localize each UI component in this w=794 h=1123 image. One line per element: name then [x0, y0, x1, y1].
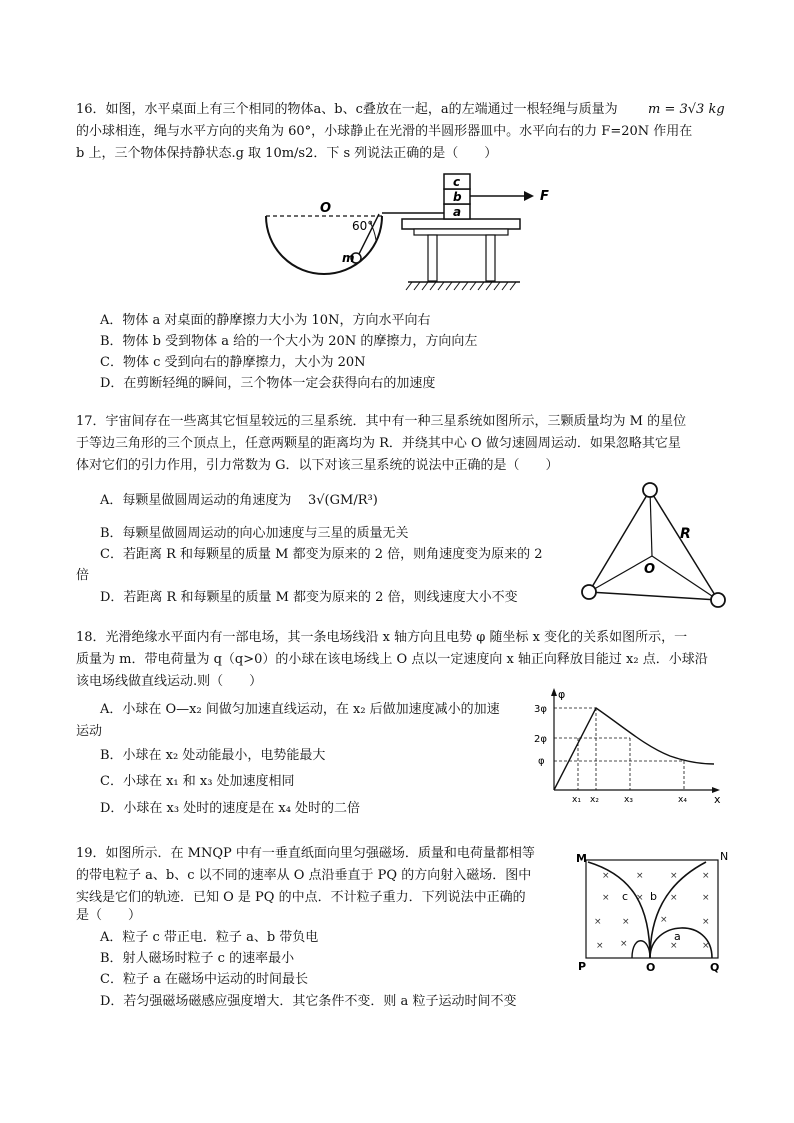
q17-option-c-cont: 倍 — [76, 568, 90, 583]
y-axis-arrow — [551, 688, 557, 696]
q17-option-a: A．每颗星做圆周运动的角速度为 — [100, 493, 292, 508]
q16-stem-line-2: 的小球相连，绳与水平方向的夹角为 60°，小球静止在光滑的半圆形器皿中。水平向右的力 F=20N 作用在 — [76, 124, 693, 139]
x-tick-x4: x₄ — [678, 795, 687, 805]
q17-stem-line-3: 体对它们的引力作用，引力常数为 G．以下对该三星系统的说法中正确的是（ ） — [76, 458, 559, 473]
label-P: P — [578, 960, 587, 973]
label-O: O — [320, 201, 332, 216]
q16-option-b: B．物体 b 受到物体 a 给的一个大小为 20N 的摩擦力，方向向左 — [100, 334, 478, 349]
label-b: b — [650, 890, 657, 903]
label-c: c — [622, 890, 629, 903]
label-a: a — [674, 930, 681, 943]
ground-hatch — [406, 282, 516, 290]
x-tick-x1: x₁ — [572, 795, 581, 805]
q19-stem-line-3: 实线是它们的轨迹．已知 O 是 PQ 的中点．不计粒子重力．下列说法中正确的 — [76, 890, 526, 905]
svg-text:×: × — [702, 871, 710, 881]
force-arrow-head — [524, 191, 534, 201]
q18-option-d: D．小球在 x₃ 处时的速度是在 x₄ 处时的二倍 — [100, 801, 361, 816]
x-tick-x2: x₂ — [590, 795, 599, 805]
y-tick-phi: φ — [538, 756, 545, 767]
q18-option-a: A．小球在 O—x₂ 间做匀加速直线运动，在 x₂ 后做加速度减小的加速 — [100, 702, 500, 717]
y-tick-2phi: 2φ — [534, 734, 547, 745]
q19-option-d: D．若匀强磁场磁感应强度增大．其它条件不变．则 a 粒子运动时间不变 — [100, 994, 517, 1009]
label-b: b — [453, 190, 462, 204]
star-left — [582, 585, 596, 599]
radius-right — [652, 556, 718, 600]
svg-text:×: × — [602, 893, 610, 903]
svg-text:×: × — [702, 917, 710, 927]
q18-option-b: B．小球在 x₂ 处动能最小，电势能最大 — [100, 748, 326, 763]
q19-stem-line-1: 19．如图所示．在 MNQP 中有一垂直纸面向里匀强磁场．质量和电荷量都相等 — [76, 846, 535, 861]
svg-text:×: × — [636, 893, 644, 903]
label-O: O — [646, 961, 656, 974]
svg-text:×: × — [622, 917, 630, 927]
label-R: R — [680, 526, 691, 542]
q19-stem-line-4: 是（ ） — [76, 908, 142, 923]
label-M: M — [576, 852, 587, 865]
trajectory-b — [650, 862, 706, 958]
table-top — [402, 219, 520, 229]
q19-option-a: A．粒子 c 带正电．粒子 a、b 带负电 — [100, 930, 319, 945]
svg-text:×: × — [596, 941, 604, 951]
q16-stem-line-3: b 上，三个物体保持静状态.g 取 10m/s2．下 s 列说法正确的是（ ） — [76, 146, 498, 161]
label-F: F — [540, 189, 549, 204]
q19-figure — [574, 848, 734, 974]
y-tick-3phi: 3φ — [534, 704, 547, 715]
svg-text:×: × — [702, 893, 710, 903]
q18-option-a-cont: 运动 — [76, 724, 103, 739]
q16-stem-line-1: 16．如图，水平桌面上有三个相同的物体a、b、c叠放在一起，a的左端通过一根轻绳与质量为 — [76, 102, 618, 117]
q17-formula: 3√(GM/R³) — [308, 493, 378, 508]
label-m: m — [342, 251, 355, 265]
table-leg-left — [428, 235, 437, 281]
radius-top — [650, 490, 652, 556]
q16-option-d: D．在剪断轻绳的瞬间，三个物体一定会获得向右的加速度 — [100, 376, 436, 391]
q17-option-b: B．每颗星做圆周运动的向心加速度与三星的质量无关 — [100, 526, 409, 541]
trajectory-small — [632, 941, 650, 958]
svg-text:×: × — [620, 939, 628, 949]
q19-stem-line-2: 的带电粒子 a、b、c 以不同的速率从 O 点沿垂直于 PQ 的方向射入磁场．图中 — [76, 868, 532, 883]
q17-option-c: C．若距离 R 和每颗星的质量 M 都变为原来的 2 倍，则角速度变为原来的 2 — [100, 547, 543, 562]
edge-top-right — [650, 490, 718, 600]
label-N: N — [720, 850, 729, 863]
q16-option-a: A．物体 a 对桌面的静摩擦力大小为 10N，方向水平向右 — [100, 313, 431, 328]
q17-option-d: D．若距离 R 和每颗星的质量 M 都变为原来的 2 倍，则线速度大小不变 — [100, 590, 518, 605]
q18-stem-line-3: 该电场线做直线运动.则（ ） — [76, 674, 263, 689]
edge-top-left — [589, 490, 650, 592]
label-a: a — [453, 205, 462, 219]
svg-text:×: × — [702, 941, 710, 951]
svg-text:×: × — [670, 893, 678, 903]
q19-option-b: B．射人磁场时粒子 c 的速率最小 — [100, 951, 295, 966]
svg-text:×: × — [636, 871, 644, 881]
star-right — [711, 593, 725, 607]
svg-text:×: × — [660, 915, 668, 925]
y-axis-label: φ — [558, 688, 566, 701]
svg-text:×: × — [594, 917, 602, 927]
x-tick-x3: x₃ — [624, 795, 633, 805]
svg-text:×: × — [602, 871, 610, 881]
label-O: O — [644, 562, 656, 577]
q18-stem-line-2: 质量为 m．带电荷量为 q（q>0）的小球在该电场线上 O 点以一定速度向 x 轴正向释放目能过 x₂ 点．小球沿 — [76, 652, 708, 667]
table-leg-right — [486, 235, 495, 281]
q17-figure — [576, 476, 736, 616]
q17-stem-line-1: 17．宇宙间存在一些离其它恒星较远的三星系统．其中有一种三星系统如图所示，三颗质量均为 M 的星位 — [76, 414, 687, 429]
q16-figure — [258, 170, 558, 302]
label-c: c — [453, 175, 461, 189]
q18-stem-line-1: 18．光滑绝缘水平面内有一部电场，其一条电场线沿 x 轴方向且电势 φ 随坐标 x 变化的关系如图所示，一 — [76, 630, 688, 645]
table-apron — [414, 229, 508, 235]
x-axis-label: x — [714, 793, 721, 806]
radius-left — [589, 556, 652, 592]
edge-bottom — [589, 592, 718, 600]
q16-option-c: C．物体 c 受到向右的静摩擦力，大小为 20N — [100, 355, 366, 370]
label-angle: 60° — [352, 219, 374, 233]
q18-option-c: C．小球在 x₁ 和 x₃ 处加速度相同 — [100, 774, 295, 789]
svg-text:×: × — [670, 871, 678, 881]
q16-mass-value: m = 3√3 kg — [648, 102, 725, 117]
star-top — [643, 483, 657, 497]
svg-text:×: × — [670, 941, 678, 951]
q17-stem-line-2: 于等边三角形的三个顶点上，任意两颗星的距离均为 R．并绕其中心 O 做匀速圆周运动．如果忽略其它星 — [76, 436, 681, 451]
q19-option-c: C．粒子 a 在磁场中运动的时间最长 — [100, 972, 308, 987]
label-Q: Q — [710, 961, 720, 974]
q18-chart — [530, 686, 730, 806]
